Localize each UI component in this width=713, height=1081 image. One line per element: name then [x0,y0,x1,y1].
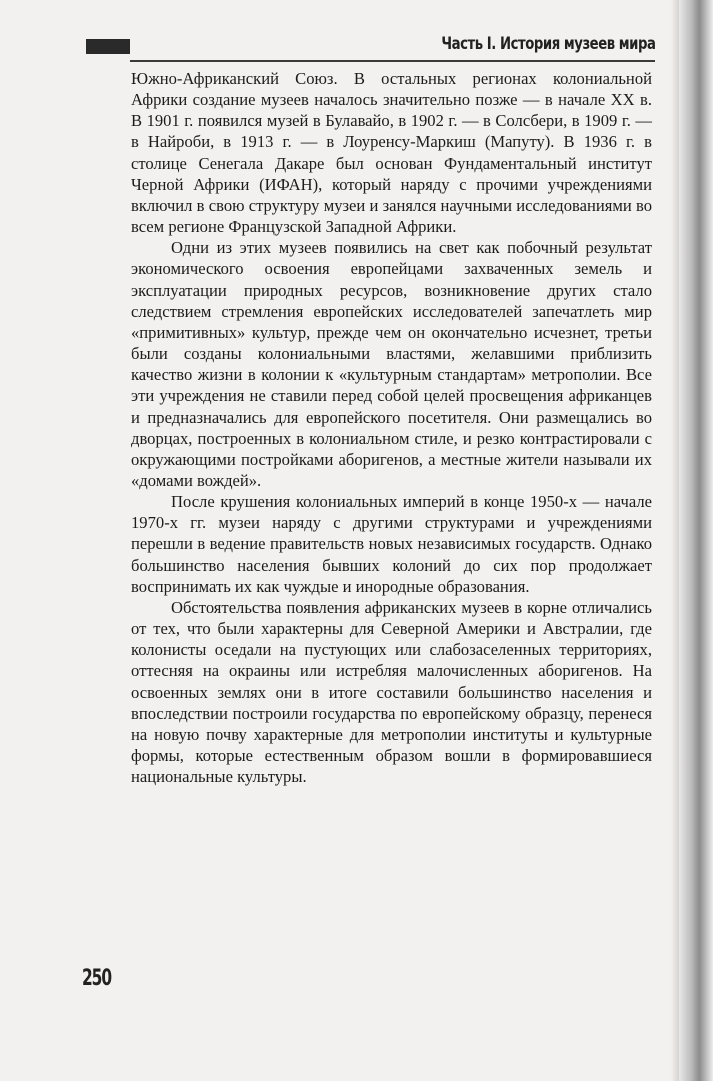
paragraph-1: Южно-Африканский Союз. В остальных регионах колониальной Африки создание музеев началось значительно позже — в начале XX в. В 1901 г. появился музей в Булавайо, в 1902 г. — в Солсбери, в 1909 г. — в Найроби, в 1913 г. — в Лоуренсу-Маркиш (Мапуту). В 1936 г. в столице Сенегала Дакаре был основан Фундаментальный институт Черной Африки (ИФАН), который наряду с прочими учреждениями включил в свою структуру музеи и занялся научными исследованиями во всем регионе Французской Западной Африки. [131,69,652,237]
header-marker-block [86,39,130,54]
running-head: Часть I. История музеев мира [440,34,655,54]
paragraph-4: Обстоятельства появления африканских музеев в корне отличались от тех, что были характерны для Северной Америки и Австралии, где колонисты оседали на пустующих или слабозаселенных территориях, оттесняя на окраины или истребляя малочисленных аборигенов. На освоенных землях они в итоге составили большинство населения и впоследствии построили государства по европейскому образцу, перенеся на новую почву характерные для метрополии институты и культурные формы, которые естественным образом вошли в формировавшиеся национальные культуры. [131,597,652,787]
page-gutter-shadow [671,0,679,1081]
text-body [131,68,652,787]
paragraph-2: Одни из этих музеев появились на свет как побочный результат экономического освоения европейцами захваченных земель и эксплуатации природных ресурсов, возникновение других стало следствием стремления европейских исследователей запечатлеть мир «примитивных» культур, прежде чем он окончательно исчезнет, третьи были созданы колониальными властями, желавшими приблизить качество жизни в колонии к «культурным стандартам» метрополии. Все эти учреждения не ставили перед собой целей просвещения африканцев и предназначались для европейского посетителя. Они размещались во дворцах, построенных в колониальном стиле, и резко контрастировали с окружающими постройками аборигенов, а местные жители называли их «домами вождей». [131,238,652,490]
header-rule [130,60,655,62]
page-number: 250 [82,966,112,991]
paragraph-3: После крушения колониальных империй в конце 1950-х — начале 1970-х гг. музеи наряду с другими структурами и учреждениями перешли в ведение правительств новых независимых государств. Однако большинство населения бывших колоний до сих пор продолжает воспринимать их как чуждые и инородные образования. [131,492,652,596]
page-edge [679,0,713,1081]
